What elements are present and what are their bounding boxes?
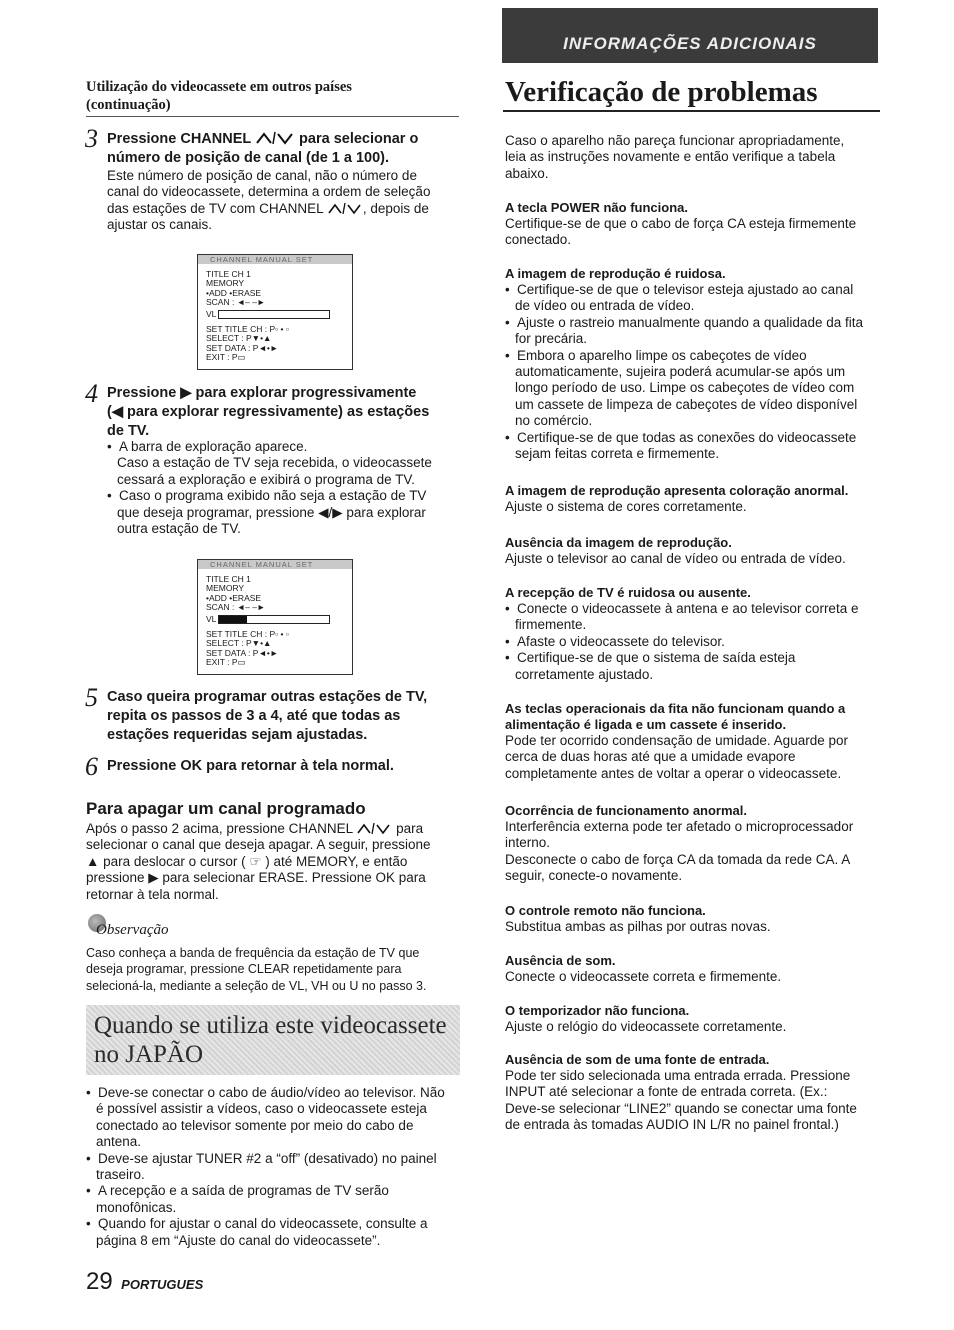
- problem-heading: Ausência de som.: [505, 953, 616, 968]
- problem-heading: Ocorrência de funcionamento anormal.: [505, 803, 747, 818]
- problem-power: A tecla POWER não funciona. Certifique-se de que o cabo de força CA esteja firmemente conectado.: [505, 200, 885, 249]
- problem-heading: A imagem de reprodução é ruidosa.: [505, 266, 726, 281]
- section-subheader: Utilização do videocassete em outros países (continuação): [86, 79, 352, 113]
- step-title: Pressione CHANNEL para selecionar o número de posição de canal (de 1 a 100).: [107, 131, 419, 166]
- problem-tape-keys: As teclas operacionais da fita não funcionam quando a alimentação é ligada e um cassete é inserido. Pode ter ocorrido condensação de umidade. Aguarde por cerca de duas horas até que a umidade evapore completamente antes de voltar a operar o videocassete.: [505, 701, 890, 782]
- problem-timer: O temporizador não funciona. Ajuste o relógio do videocassete corretamente.: [505, 1003, 885, 1035]
- scan-bar-fill: [219, 616, 247, 623]
- list-item: • A recepção e a saída de programas de TV serão: [86, 1183, 389, 1199]
- intro-text: Caso o aparelho não pareça funcionar apropriadamente, leia as instruções novamente e então verifique a tabela abaixo.: [505, 133, 845, 181]
- erase-body: Após o passo 2 acima, pressione CHANNEL para selecionar o canal que deseja apagar. A seguir, pressione ▲ para deslocar o cursor ( ☞ ) até MEMORY, e então pressione ▶ para selecionar ERASE. Pressione OK para retornar à tela normal.: [86, 821, 431, 902]
- screen-header: CHANNEL MANUAL SET: [198, 560, 352, 569]
- step-number: 4: [85, 379, 98, 408]
- page-title: Verificação de problemas: [505, 76, 818, 108]
- scan-bar: [218, 310, 330, 319]
- scan-bar: [218, 615, 330, 624]
- problem-heading: Ausência de som de uma fonte de entrada.: [505, 1052, 770, 1067]
- list-item: • Quando for ajustar o canal do videocassete, consulte a: [86, 1216, 428, 1232]
- screen-header: CHANNEL MANUAL SET: [198, 255, 352, 264]
- step4-body: • A barra de exploração aparece. Caso a estação de TV seja recebida, o videocassete cessará a exploração e exibirá o programa de TV. • Caso o programa exibido não seja a estação de TV que deseja programar, pressione ◀/▶ para explorar outra estação de TV.: [107, 439, 432, 537]
- screen-line: EXIT : P▭: [206, 352, 246, 363]
- channel-up-down-icon: [255, 131, 295, 145]
- step-number: 5: [85, 683, 98, 712]
- title-rule: [503, 110, 880, 112]
- screen-line: MEMORY: [206, 583, 245, 594]
- page-number: 29: [86, 1268, 113, 1295]
- page-language: PORTUGUES: [121, 1277, 204, 1292]
- screen-line: SCAN : ◄– –►: [206, 602, 266, 613]
- screen-line: TITLE CH 1: [206, 574, 251, 584]
- note-body: Caso conheça a banda de frequência da estação de TV que deseja programar, pressione CLEAR repetidamente para selecioná-la, mediante a seleção de VL, VH ou U no passo 3.: [86, 946, 427, 993]
- problem-heading: As teclas operacionais da fita não funcionam quando a: [505, 701, 846, 716]
- step-title: Caso queira programar outras estações de TV, repita os passos de 3 a 4, até que todas as estações requeridas sejam ajustadas.: [107, 689, 428, 743]
- problem-remote: O controle remoto não funciona. Substitua ambas as pilhas por outras novas.: [505, 903, 885, 935]
- screen-line: •ADD •ERASE: [206, 287, 262, 298]
- section-banner: INFORMAÇÕES ADICIONAIS: [502, 8, 878, 63]
- subheader-rule: [86, 116, 459, 117]
- note-title: Observação: [96, 922, 169, 938]
- screen-line: TITLE CH 1: [206, 269, 251, 279]
- problem-no-picture: Ausência da imagem de reprodução. Ajuste o televisor ao canal de vídeo ou entrada de vídeo.: [505, 535, 885, 567]
- problem-heading: A tecla POWER não funciona.: [505, 200, 688, 215]
- screen-line: SCAN : ◄– –►: [206, 297, 266, 308]
- step-number: 6: [85, 752, 98, 781]
- problem-noisy-picture: A imagem de reprodução é ruidosa. • Certifique-se de que o televisor esteja ajustado ao canal de vídeo ou entrada de vídeo. • Ajuste o rastreio manualmente quando a qualidade da fita for precária. • Embora o aparelho limpe os cabeçotes de vídeo automaticamente, sujeira poderá acumular-se após um longo período de uso. Limpe os cabeçotes de vídeo com um cassete de limpeza de cabeçotes de vídeo disponível no comércio. • Certifique-se de que todas as conexões do videocassete sejam feitas correta e firmemente.: [505, 266, 885, 462]
- screen-line: SET DATA : P◄•►: [206, 342, 279, 353]
- channel-up-down-icon: [327, 202, 363, 214]
- problem-heading: O controle remoto não funciona.: [505, 903, 706, 918]
- list-item: • Deve-se ajustar TUNER #2 a “off” (desativado) no painel: [86, 1150, 437, 1166]
- erase-heading: Para apagar um canal programado: [86, 799, 366, 818]
- problem-input-sound: Ausência de som de uma fonte de entrada. Pode ter sido selecionada uma entrada errada. Pressione INPUT até selecionar a fonte de entrada correta. (Ex.: Deve-se selecionar “LINE2” quando se conectar uma fonte de entrada às tomadas AUDIO IN L/R no painel frontal.): [505, 1052, 890, 1134]
- problem-heading: O temporizador não funciona.: [505, 1003, 690, 1018]
- screen-line: •ADD •ERASE: [206, 592, 262, 603]
- step3-body: Este número de posição de canal, não o número de canal do videocassete, determina a ordem de seleção das estações de TV com CHANNEL , depois de ajustar os canais.: [107, 168, 431, 233]
- channel-manual-set-screen: [197, 559, 353, 675]
- step-title: Pressione ▶ para explorar progressivamente (◀ para explorar regressivamente) as estações de TV.: [107, 385, 430, 439]
- channel-up-down-icon: [356, 822, 392, 834]
- problem-heading: A imagem de reprodução apresenta coloração anormal.: [505, 483, 849, 498]
- problem-heading: Ausência da imagem de reprodução.: [505, 535, 732, 550]
- step-number: 3: [85, 124, 98, 153]
- page-footer: [86, 1268, 203, 1296]
- vl-label: VL: [206, 308, 217, 319]
- problem-abnormal-operation: Ocorrência de funcionamento anormal. Interferência externa pode ter afetado o microprocessador interno. Desconecte o cabo de força CA da tomada da rede CA. A seguir, conecte-o novamente.: [505, 803, 890, 885]
- channel-manual-set-screen: [197, 254, 353, 370]
- screen-line: SET TITLE CH : P▫ • ▫: [206, 324, 289, 335]
- problem-heading: A recepção de TV é ruidosa ou ausente.: [505, 585, 751, 600]
- problem-heading: alimentação é ligada e um cassete é inserido.: [505, 717, 787, 732]
- problem-abnormal-color: A imagem de reprodução apresenta coloração anormal. Ajuste o sistema de cores corretamente.: [505, 483, 890, 515]
- problem-tv-reception: A recepção de TV é ruidosa ou ausente. • Conecte o videocassete à antena e ao televisor correta e firmemente. • Afaste o videocassete do televisor. • Certifique-se de que o sistema de saída esteja corretamente ajustado.: [505, 585, 885, 683]
- screen-line: MEMORY: [206, 278, 245, 289]
- problem-no-sound: Ausência de som. Conecte o videocassete correta e firmemente.: [505, 953, 885, 985]
- screen-line: SET DATA : P◄•►: [206, 647, 279, 658]
- japan-list: • Deve-se conectar o cabo de áudio/vídeo ao televisor. Não é possível assistir a vídeos, caso o videocassete esteja conectado ao televisor somente por meio do cabo de antena. • Deve-se ajustar TUNER #2 a “off” (desativado) no painel traseiro. • A recepção e a saída de programas de TV serão monofônicas. • Quando for ajustar o canal do videocassete, consulte a página 8 em “Ajuste do canal do videocassete”.: [86, 1085, 466, 1249]
- screen-line: SET TITLE CH : P▫ • ▫: [206, 629, 289, 640]
- japan-banner: Quando se utiliza este videocassete no JAPÃO: [86, 1005, 460, 1075]
- screen-line: SELECT : P▼•▲: [206, 333, 272, 344]
- step-title: Pressione OK para retornar à tela normal.: [107, 758, 394, 774]
- list-item: • Deve-se conectar o cabo de áudio/vídeo ao televisor. Não: [86, 1085, 445, 1100]
- screen-line: SELECT : P▼•▲: [206, 638, 272, 649]
- screen-line: EXIT : P▭: [206, 657, 246, 668]
- vl-label: VL: [206, 613, 217, 624]
